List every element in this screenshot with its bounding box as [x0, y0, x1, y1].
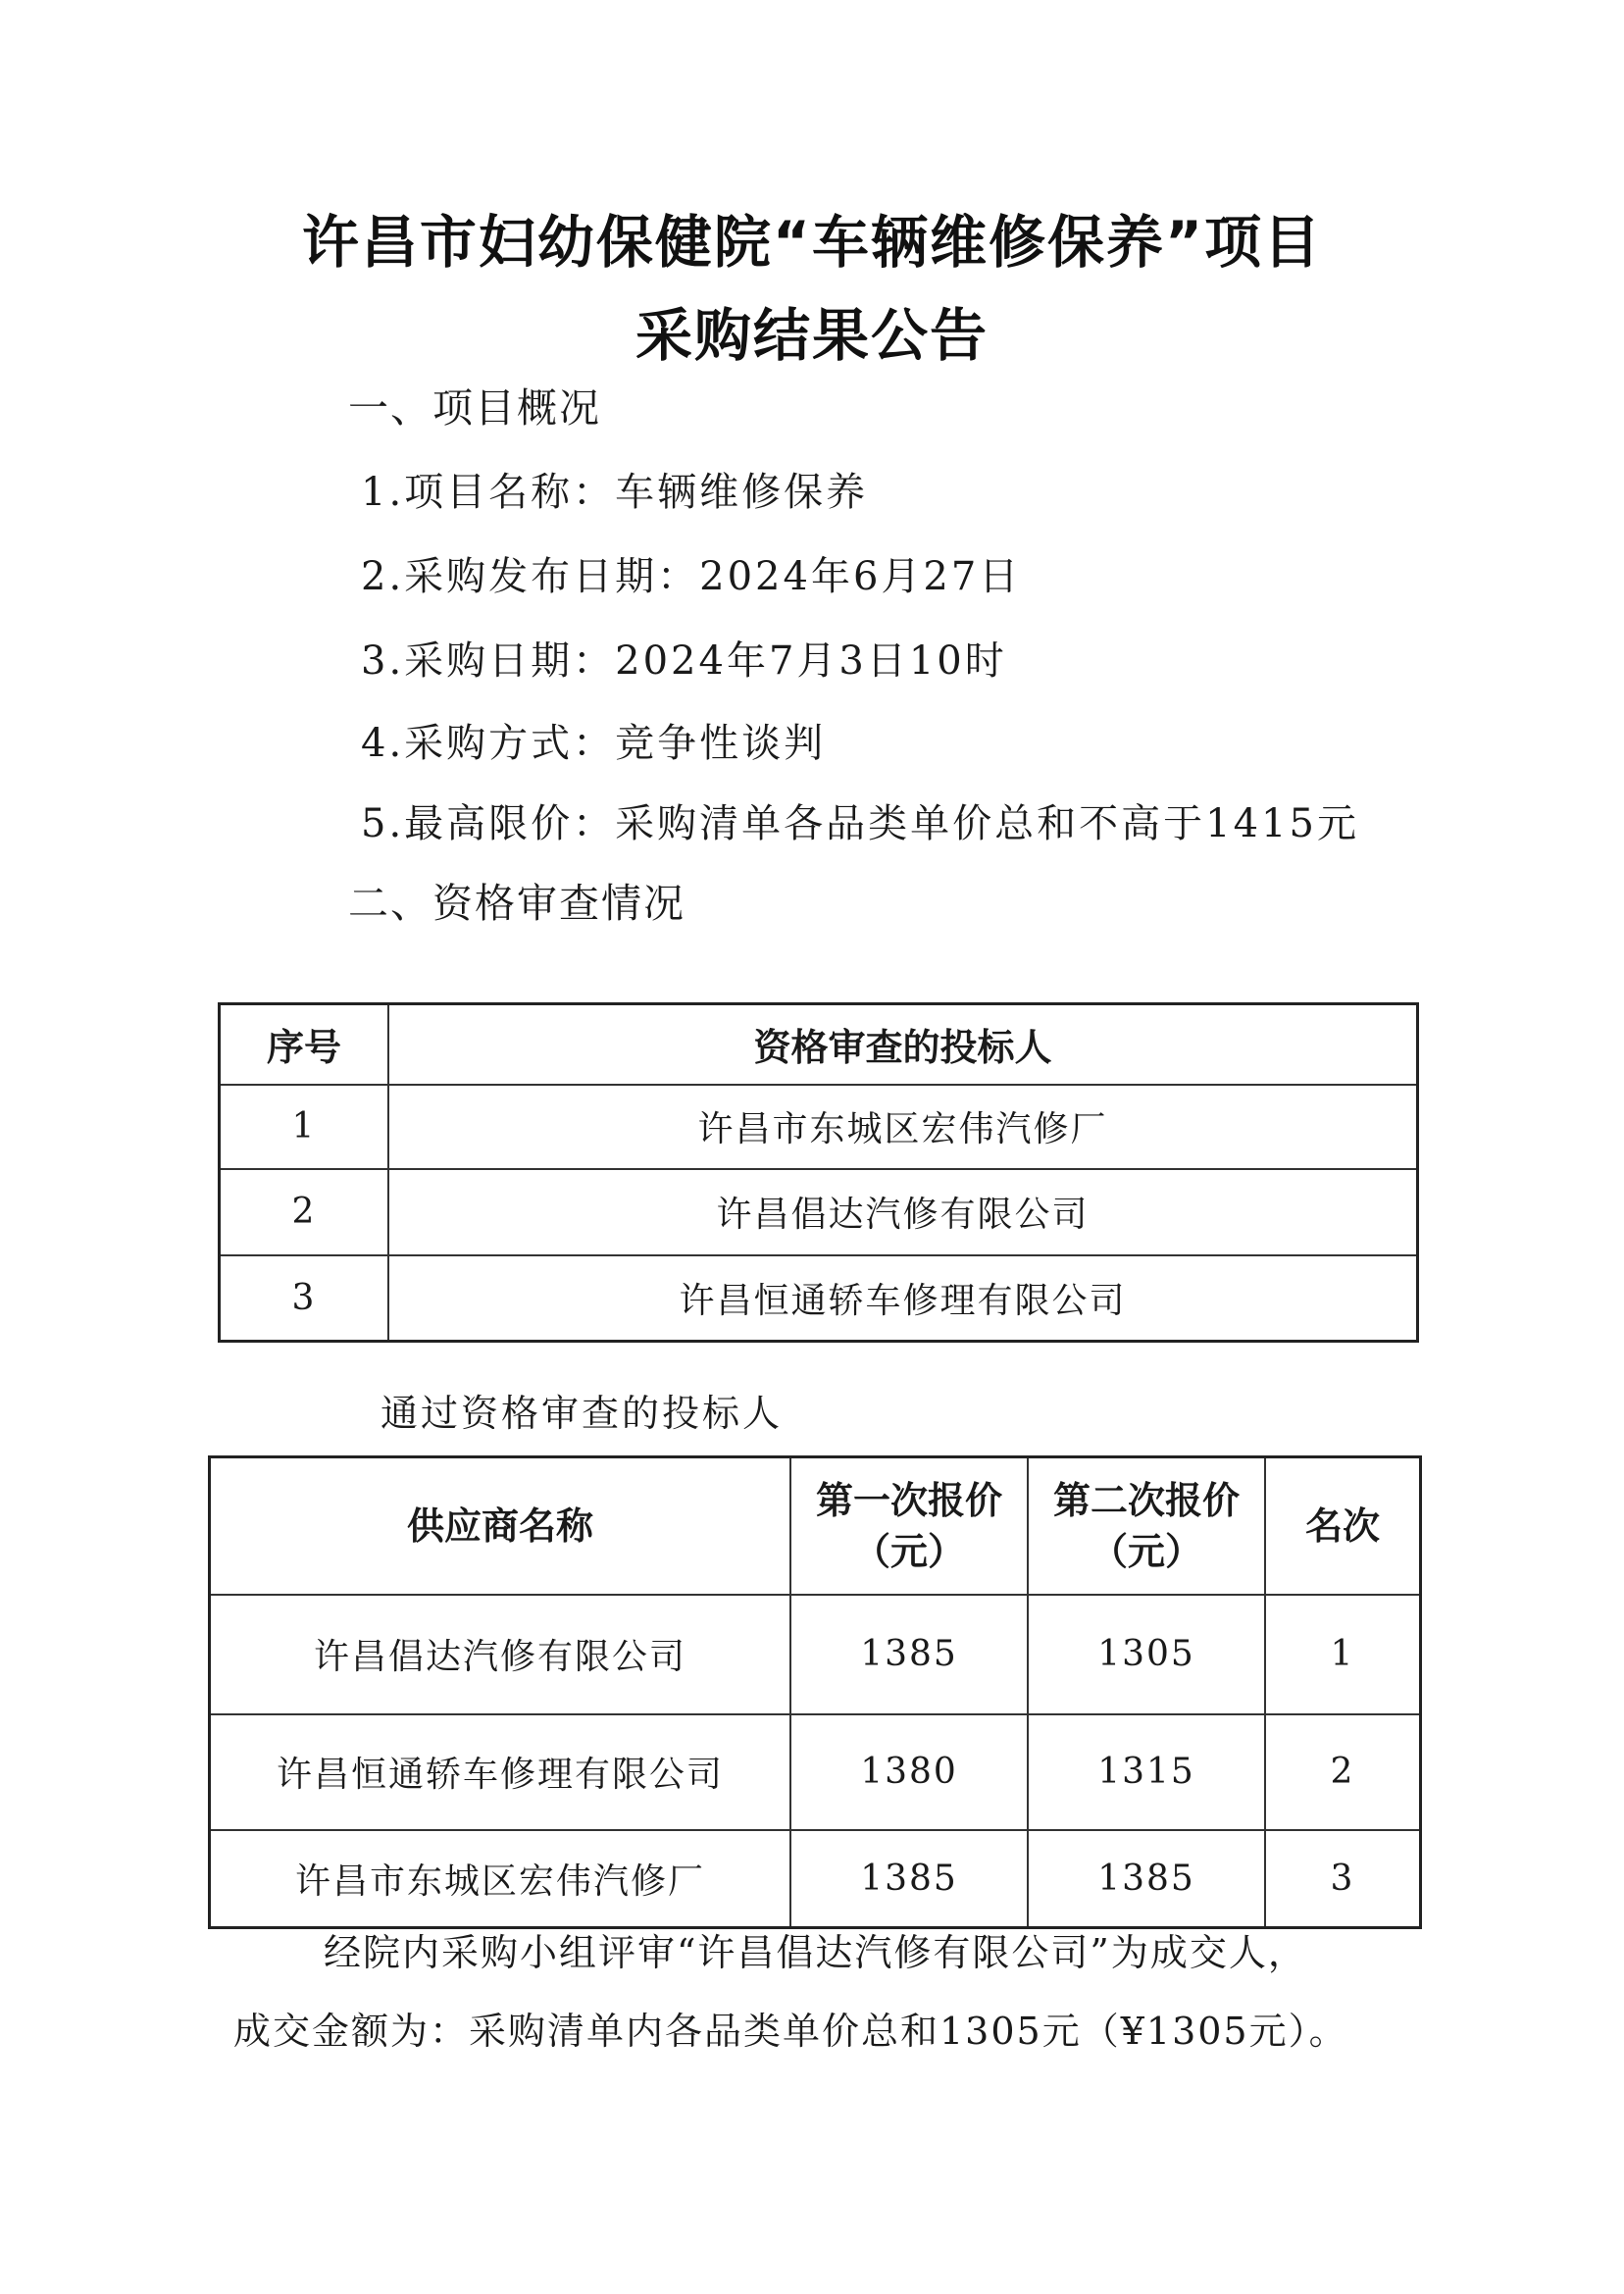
second-quote: 1305	[1028, 1595, 1265, 1714]
table-row	[210, 1714, 1421, 1830]
max-price: 5.最高限价：采购清单各品类单价总和不高于1415元	[361, 801, 1359, 846]
conclusion-line1: 经院内采购小组评审“许昌倡达汽修有限公司”为成交人，	[324, 1931, 1307, 1974]
col-header-number: 序号	[220, 1004, 389, 1085]
qualification-table	[218, 1002, 1419, 1343]
second-quote: 1385	[1028, 1830, 1265, 1928]
bidder-name: 许昌市东城区宏伟汽修厂	[388, 1085, 1418, 1169]
first-quote: 1385	[790, 1595, 1028, 1714]
first-quote: 1385	[790, 1830, 1028, 1928]
row-number: 1	[220, 1085, 389, 1169]
supplier-name: 许昌恒通轿车修理有限公司	[210, 1714, 791, 1830]
supplier-name: 许昌市东城区宏伟汽修厂	[210, 1830, 791, 1928]
ranking-table	[208, 1455, 1422, 1929]
second-quote: 1315	[1028, 1714, 1265, 1830]
col-header-supplier: 供应商名称	[210, 1457, 791, 1595]
col-header-bidder: 资格审查的投标人	[388, 1004, 1418, 1085]
table-row	[220, 1169, 1418, 1255]
rank: 1	[1265, 1595, 1421, 1714]
first-quote: 1380	[790, 1714, 1028, 1830]
table-row	[220, 1255, 1418, 1342]
passed-bidders-label: 通过资格审查的投标人	[381, 1392, 784, 1435]
table-row	[220, 1085, 1418, 1169]
rank: 3	[1265, 1830, 1421, 1928]
table-row	[210, 1595, 1421, 1714]
document-title-line1: 许昌市妇幼保健院“车辆维修保养”项目	[301, 209, 1323, 276]
supplier-name: 许昌倡达汽修有限公司	[210, 1595, 791, 1714]
procurement-method: 4.采购方式：竞争性谈判	[361, 721, 827, 766]
section2-heading: 二、资格审查情况	[348, 880, 685, 927]
col-header-first-quote: 第一次报价（元）	[790, 1457, 1028, 1595]
row-number: 2	[220, 1169, 389, 1255]
col-header-second-quote: 第二次报价（元）	[1028, 1457, 1265, 1595]
conclusion-line2: 成交金额为：采购清单内各品类单价总和1305元（¥1305元）。	[233, 2010, 1348, 2053]
document-title-line2: 采购结果公告	[634, 302, 989, 369]
qualification-header-row	[220, 1004, 1418, 1085]
section1-heading: 一、项目概况	[348, 384, 601, 432]
ranking-header-row	[210, 1457, 1421, 1595]
procurement-date: 3.采购日期：2024年7月3日10时	[361, 638, 1007, 684]
bidder-name: 许昌恒通轿车修理有限公司	[388, 1255, 1418, 1342]
publish-date: 2.采购发布日期：2024年6月27日	[361, 554, 1022, 599]
table-row	[210, 1830, 1421, 1928]
project-name: 1.项目名称：车辆维修保养	[361, 470, 869, 515]
row-number: 3	[220, 1255, 389, 1342]
col-header-rank: 名次	[1265, 1457, 1421, 1595]
bidder-name: 许昌倡达汽修有限公司	[388, 1169, 1418, 1255]
rank: 2	[1265, 1714, 1421, 1830]
